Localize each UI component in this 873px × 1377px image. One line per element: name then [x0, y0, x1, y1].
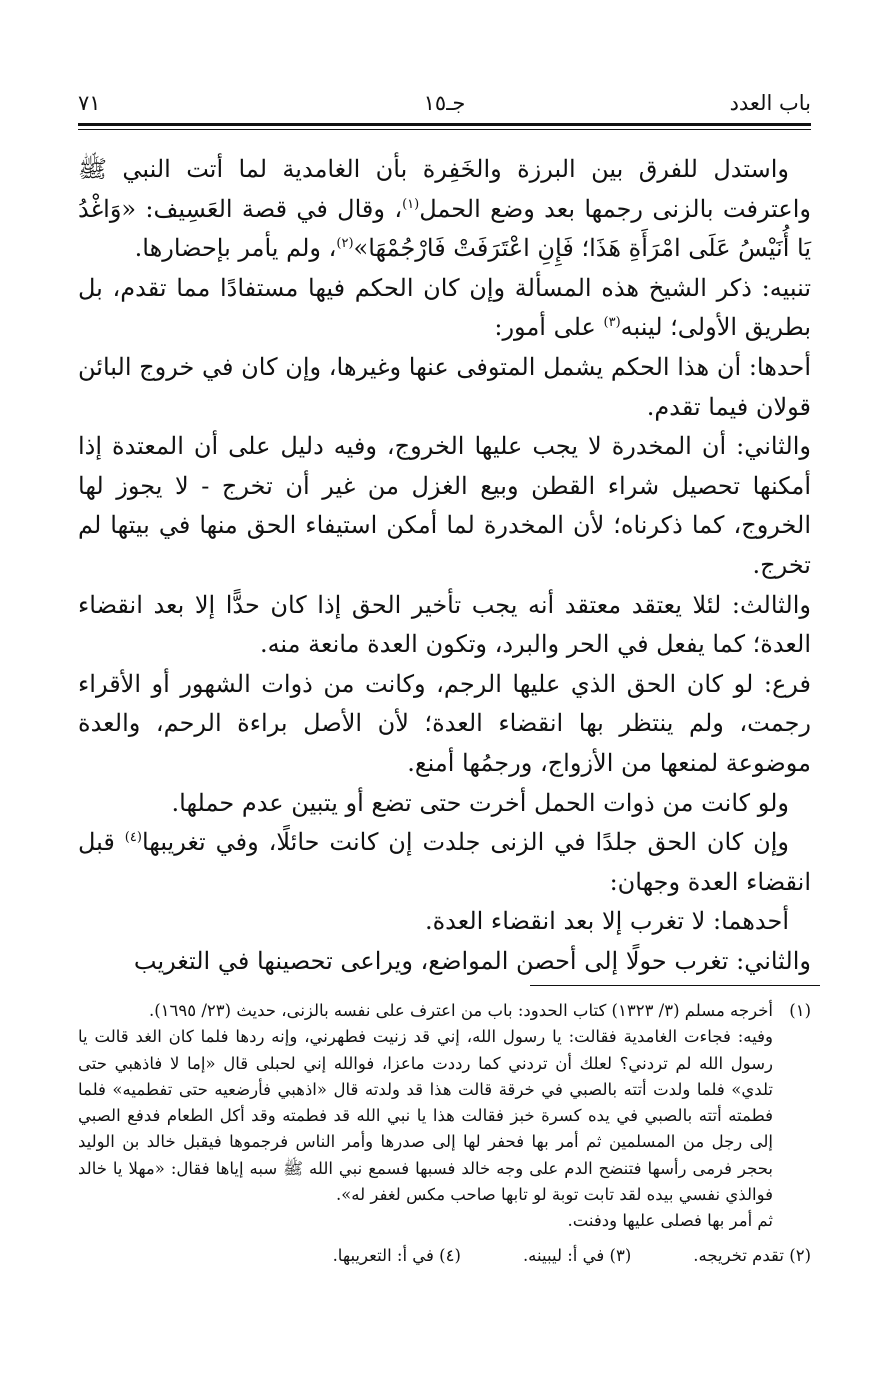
- footnote-2: (٢) تقدم تخريجه.: [693, 1245, 811, 1265]
- footnote-number: (١): [789, 1001, 811, 1020]
- paragraph-first: أحدها: أن هذا الحكم يشمل المتوفى عنها وغيرها، وإن كان في خروج البائن قولان فيما تقدم.: [78, 352, 811, 421]
- footnote-ref: (١): [402, 196, 420, 212]
- footnotes: [78, 998, 811, 1269]
- page-header: [78, 88, 811, 118]
- paragraph-third: والثالث: لئلا يعتقد معتقد أنه يجب تأخير الحق إذا كان حدًّا إلا بعد انقضاء العدة؛ كما يفعل في الحر والبرد، وتكون العدة مانعة منه.: [78, 590, 811, 659]
- header-rule-thin: [78, 129, 811, 130]
- paragraph-text: على أمور:: [494, 313, 604, 342]
- paragraph-text: وإن كان الحق جلدًا في الزنى جلدت إن كانت حائلًا، وفي تغريبها: [141, 828, 789, 857]
- paragraph-1: [78, 150, 811, 269]
- header-rule-thick: [78, 123, 811, 126]
- paragraph-option-1: أحدهما: لا تغرب إلا بعد انقضاء العدة.: [424, 907, 789, 936]
- footnote-body: [78, 998, 773, 1235]
- footnote-3: (٣) في أ: ليبينه.: [522, 1245, 632, 1265]
- paragraph-flogging: [78, 823, 811, 902]
- footnote-separator: [530, 985, 820, 986]
- page-number: ٧١: [78, 91, 101, 115]
- volume-label: جـ١٥: [423, 91, 466, 115]
- footnote-4: (٤) في أ: التعريبها.: [332, 1245, 461, 1265]
- footnotes-short: [78, 1243, 811, 1269]
- footnote-end: ثم أمر بها فصلى عليها ودفنت.: [567, 1211, 773, 1231]
- paragraph-branch: فرع: لو كان الحق الذي عليها الرجم، وكانت من ذوات الشهور أو الأقراء رجمت، ولم ينتظر بها انقضاء العدة؛ لأن الأصل براءة الرحم، والعدة موضوعة لمنعها من الأزواج، ورجمُها أمنع.: [78, 669, 811, 777]
- paragraph-text: واستدل للفرق بين البرزة والخَفِرة بأن الغامدية لما أتت النبي ﷺ واعترفت بالزنى رجمها بعد وضع الحمل: [78, 155, 811, 223]
- paragraph-pregnant: ولو كانت من ذوات الحمل أخرت حتى تضع أو يتبين عدم حملها.: [171, 788, 789, 817]
- paragraph-text: ، ولم يأمر بإحضارها.: [134, 234, 337, 263]
- paragraph-text: قبل انقضاء العدة وجهان:: [78, 828, 811, 896]
- footnote-hadith: وفيه: فجاءت الغامدية فقالت: يا رسول الله، إني قد زنيت فطهرني، وإنه ردها فلما كان الغد قالت يا رسول الله لم تردني؟ لعلك أن تردني كما رددت ماعزا، فوالله إني لحبلى قال «إما لا فاذهبي حتى تلدي» فلما ولدت أتته بالصبي في خرقة قالت هذا قد ولدته قال «اذهبي فأرضعيه حتى تفطميه» فلما فطمته أتته بالصبي في يده كسرة خبز فقالت هذا يا نبي الله قد فطمته وقد أكل الطعام فدفع الصبي إلى رجل من المسلمين ثم أمر بها فحفر لها إلى صدرها وأمر الناس فرجموها فيقبل خالد بن الوليد بحجر فرمى رأسها فتنضح الدم على وجه خالد فسبها فسمع نبي الله ﷺ سبه إياها فقال: «مهلا يا خالد فوالذي نفسي بيده لقد تابت توبة لو تابها صاحب مكس لغفر له».: [78, 1027, 773, 1205]
- paragraph-text: ، وقال في قصة العَسِيف: «وَاغْدُ يَا أُنَيْسُ عَلَى امْرَأَةِ هَذَا؛ فَإِنِ اعْتَرَفَتْ فَارْجُمْهَا»: [78, 194, 811, 263]
- paragraph-option-2: والثاني: تغرب حولًا إلى أحصن المواضع، ويراعى تحصينها في التغريب: [133, 946, 811, 975]
- footnote-ref: (٣): [603, 315, 621, 331]
- footnote-ref: (٢): [336, 236, 354, 252]
- footnote-1: [78, 998, 811, 1235]
- paragraph-text: تنبيه: ذكر الشيخ هذه المسألة وإن كان الحكم فيها مستفادًا مما تقدم، بل بطريق الأولى؛ لينبه: [78, 273, 811, 342]
- paragraph-note: [78, 269, 811, 348]
- footnote-source: أخرجه مسلم (٣/ ١٣٢٣) كتاب الحدود: باب من اعترف على نفسه بالزنى، حديث (٢٣/ ١٦٩٥).: [148, 1001, 773, 1020]
- main-text: [78, 150, 811, 981]
- chapter-title: باب العدد: [729, 91, 811, 115]
- paragraph-second: والثاني: أن المخدرة لا يجب عليها الخروج، وفيه دليل على أن المعتدة إذا أمكنها تحصيل شراء القطن وبيع الغزل من غير أن تخرج - لا يجوز لها الخروج، كما ذكرناه؛ لأن المخدرة لما أمكن استيفاء الحق منها في بيتها لم تخرج.: [78, 432, 811, 579]
- footnote-ref: (٤): [124, 830, 142, 846]
